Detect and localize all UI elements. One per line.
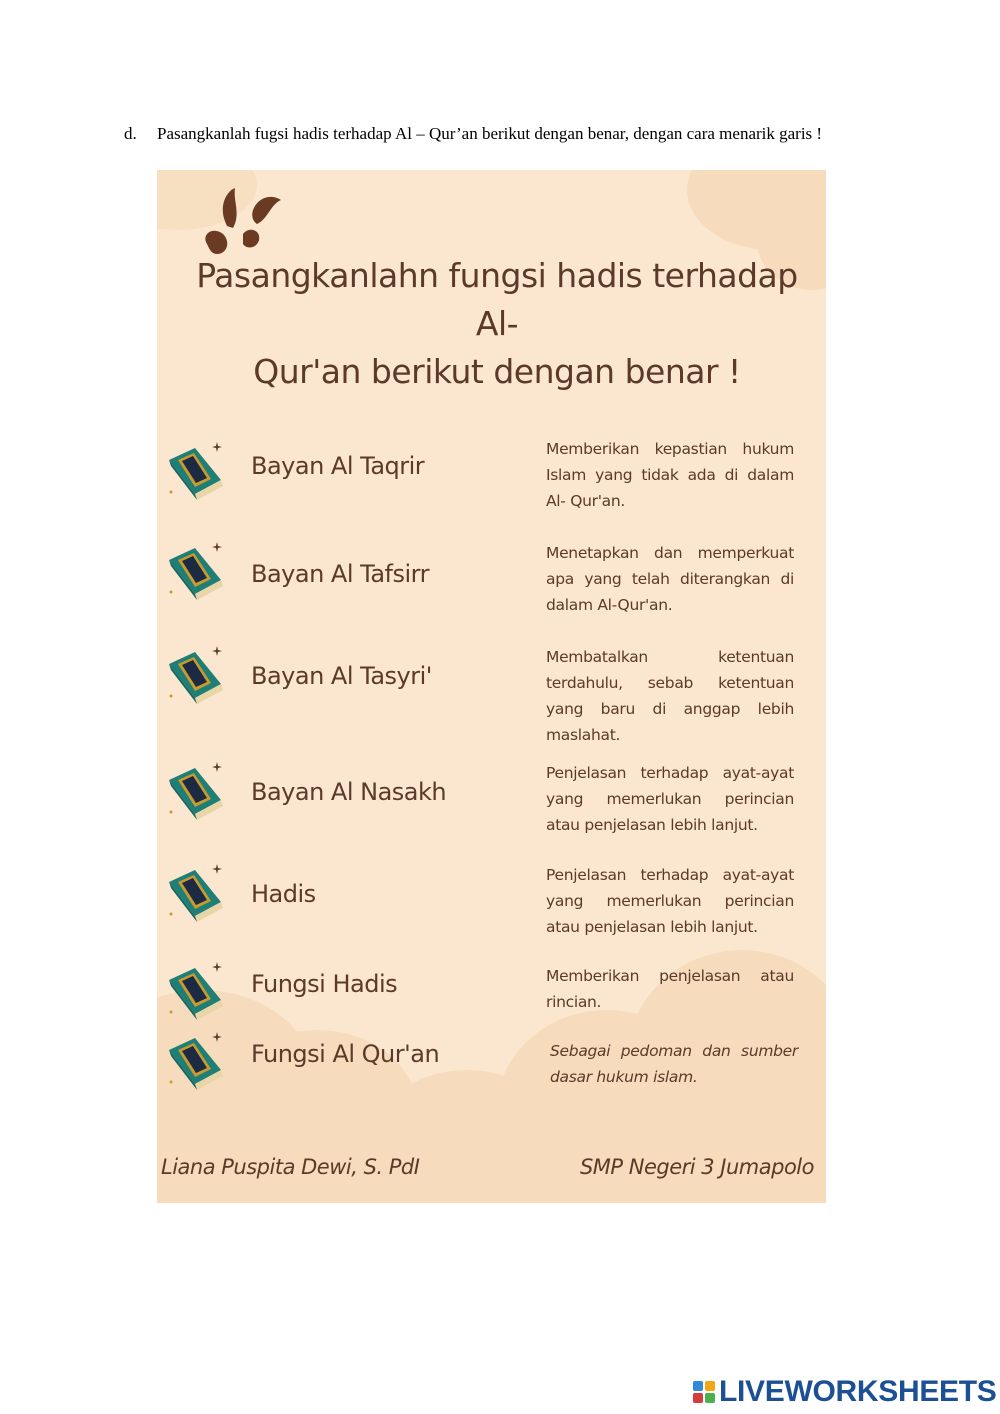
term-label: Bayan Al Nasakh	[251, 778, 447, 806]
book-icon	[161, 1030, 233, 1102]
description-label: Menetapkan dan memperkuat apa yang telah diterangkan di dalam Al-Qur'an.	[546, 544, 794, 614]
card-title	[177, 252, 817, 396]
book-icon	[161, 540, 233, 612]
brand-text: LIVEWORKSHEETS	[719, 1375, 997, 1408]
liveworksheets-logo-icon	[693, 1381, 715, 1403]
description-label: Sebagai pedoman dan sumber dasar hukum islam.	[550, 1042, 798, 1086]
card-title-line-2: Qur'an berikut dengan benar !	[253, 352, 741, 391]
book-icon	[161, 960, 233, 1032]
author-name: Liana Puspita Dewi, S. PdI	[161, 1155, 420, 1179]
book-icon	[161, 644, 233, 716]
term-label: Fungsi Al Qur'an	[251, 1040, 440, 1068]
book-icon	[161, 862, 233, 934]
description-label: Penjelasan terhadap ayat-ayat yang memerlukan perincian atau penjelasan lebih lanjut.	[546, 866, 794, 936]
term-label: Bayan Al Tafsirr	[251, 560, 429, 588]
book-icon	[161, 760, 233, 832]
instruction	[124, 122, 844, 145]
term-label: Bayan Al Tasyri'	[251, 662, 432, 690]
term-label: Bayan Al Taqrir	[251, 452, 425, 480]
description-label: Memberikan kepastian hukum Islam yang tidak ada di dalam Al- Qur'an.	[546, 440, 794, 510]
description-label: Membatalkan ketentuan terdahulu, sebab ketentuan yang baru di anggap lebih maslahat.	[546, 648, 794, 744]
worksheet-card	[157, 170, 826, 1203]
term-label: Fungsi Hadis	[251, 970, 398, 998]
card-title-line-1: Pasangkanlahn fungsi hadis terhadap Al-	[196, 256, 798, 343]
term-label: Hadis	[251, 880, 316, 908]
instruction-text: Pasangkanlah fugsi hadis terhadap Al – Qur’an berikut dengan benar, dengan cara menarik garis !	[157, 124, 823, 143]
school-name: SMP Negeri 3 Jumapolo	[579, 1155, 814, 1179]
book-icon	[161, 440, 233, 512]
liveworksheets-brand	[693, 1375, 997, 1409]
instruction-letter: d.	[124, 124, 137, 143]
description-label: Memberikan penjelasan atau rincian.	[546, 967, 794, 1011]
description-label: Penjelasan terhadap ayat-ayat yang memerlukan perincian atau penjelasan lebih lanjut.	[546, 764, 794, 834]
